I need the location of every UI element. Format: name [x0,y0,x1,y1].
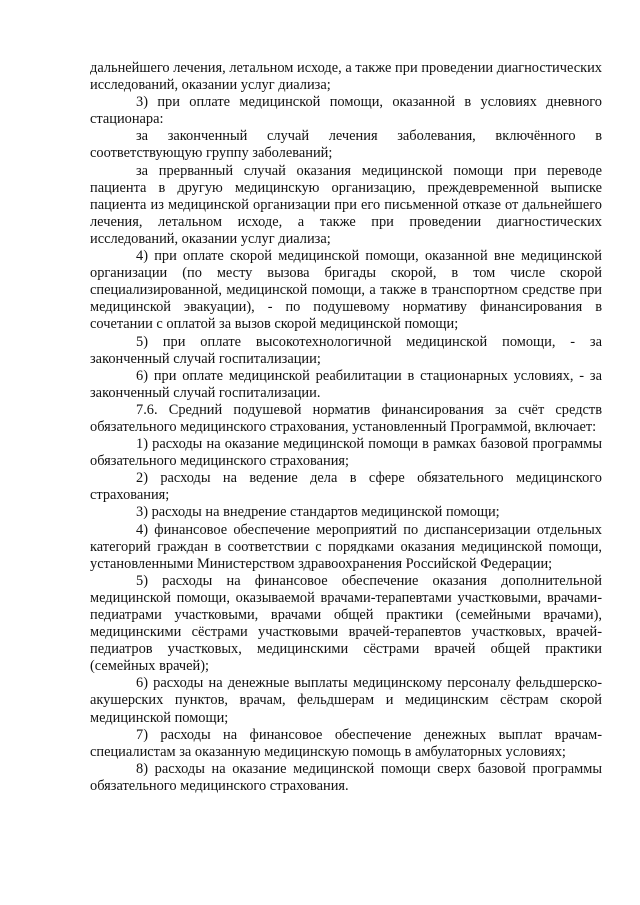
paragraph-12: 4) финансовое обеспечение мероприятий по диспансеризации отдельных категорий граждан в соответствии с порядками оказания медицинской помощи, установленными Министерством здравоохранения Российской Федерации; [90,521,602,572]
paragraph-16: 8) расходы на оказание медицинской помощи сверх базовой программы обязательного медицинского страхования. [90,760,602,794]
paragraph-9: 1) расходы на оказание медицинской помощи в рамках базовой программы обязательного медицинского страхования; [90,436,602,470]
paragraph-6: 5) при оплате высокотехнологичной медицинской помощи, - за законченный случай госпитализации; [90,333,602,367]
paragraph-14: 6) расходы на денежные выплаты медицинскому персоналу фельдшерско-акушерских пунктов, врачам, фельдшерам и медицинским сёстрам скорой медицинской помощи; [90,675,602,726]
paragraph-4: за прерванный случай оказания медицинской помощи при переводе пациента в другую медицинскую организацию, преждевременной выписке пациента из медицинской организации при его письменной отказе от дальнейшего лечения, летальном исходе, а также при проведении диагностических исследований, оказании услуг диализа; [90,162,602,247]
paragraph-7: 6) при оплате медицинской реабилитации в стационарных условиях, - за законченный случай госпитализации. [90,367,602,401]
paragraph-15: 7) расходы на финансовое обеспечение денежных выплат врачам-специалистам за оказанную медицинскую помощь в амбулаторных условиях; [90,726,602,760]
paragraph-10: 2) расходы на ведение дела в сфере обязательного медицинского страхования; [90,470,602,504]
paragraph-2: 3) при оплате медицинской помощи, оказанной в условиях дневного стационара: [90,94,602,128]
paragraph-3: за законченный случай лечения заболевания, включённого в соответствующую группу заболеваний; [90,128,602,162]
paragraph-1: дальнейшего лечения, летальном исходе, а также при проведении диагностических исследований, оказании услуг диализа; [90,60,602,94]
section-7-6-heading-paragraph: 7.6. Средний подушевой норматив финансирования за счёт средств обязательного медицинского страхования, установленный Программой, включает: [90,401,602,435]
paragraph-13: 5) расходы на финансовое обеспечение оказания дополнительной медицинской помощи, оказываемой врачами-терапевтами участковыми, врачами-педиатрами участковыми, врачами общей практики (семейными врачами), медицинскими сёстрами участковыми врачей-терапевтов участковых, врачей-педиатров участковых, медицинскими сёстрами врачей общей практики (семейных врачей); [90,572,602,675]
paragraph-11: 3) расходы на внедрение стандартов медицинской помощи; [136,504,500,521]
document-page [90,60,602,795]
paragraph-5: 4) при оплате скорой медицинской помощи, оказанной вне медицинской организации (по месту вызова бригады скорой, в том числе скорой специализированной, медицинской помощи, а также в транспортном средстве при медицинской эвакуации), - по подушевому нормативу финансирования в сочетании с оплатой за вызов скорой медицинской помощи; [90,248,602,333]
